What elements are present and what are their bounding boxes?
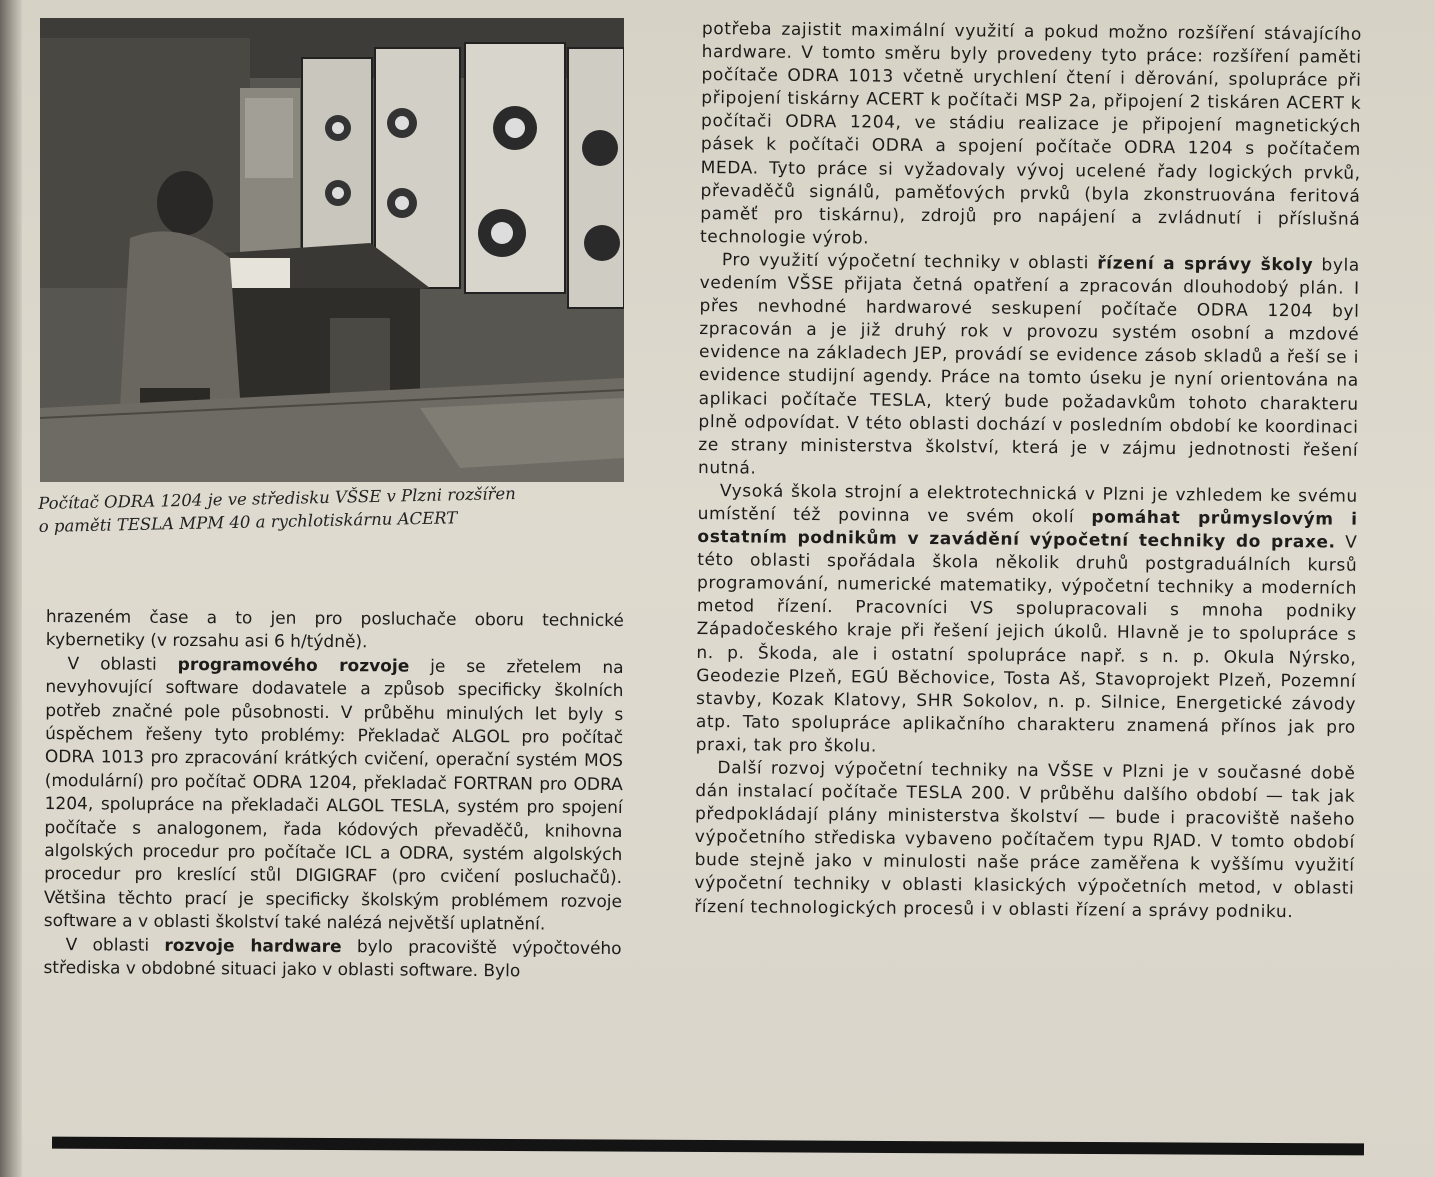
left-text-column <box>43 606 624 985</box>
figure-caption <box>38 479 639 538</box>
caption-line: o paměti TESLA MPM 40 a rychlotiskárnu ACERT <box>38 508 458 536</box>
paragraph: Pro využití výpočetní techniky v oblasti řízení a správy školy byla vedením VŠSE přijata četná opatření a zpracován dlouhodobý plán. I přes nevhodné hardwarové seskupení počítače ODRA 1204 byl zpracován a je již druhý rok v provozu systém osobní a mzdové evidence na základech JEP, provádí se evidence zásob skladů a řeší se i evidence studijní agendy. Práce na tomto úseku je nyní orientována na aplikaci počítače TESLA, který bude požadavkům tohoto charakteru plně odpovídat. V této oblasti dochází v posledním období ke koordinaci ze strany ministerstva školství, která je v zájmu jednotnosti řešení nutná. <box>697 250 1360 479</box>
computer-room-photo <box>40 18 624 482</box>
paragraph: potřeba zajistit maximální využití a pokud možno rozšíření stávajícího hardware. V tomto směru byly provedeny tyto práce: rozšíření paměti počítače ODRA 1013 včetně urychlení čtení i děrování, spolupráce při připojení tiskárny ACERT k počítači MSP 2a, připojení 2 tiskáren ACERT k počítači ODRA 1204, ve stádiu realizace je připojení magnetických pásek k počítači ODRA a spojení počítače ODRA 1204 s počítačem MEDA. Tyto práce si vyžadovaly vývoj ucelené řady logických prvků, převaděčů signálů, paměťových prvků (byla zkonstruována feritová paměť pro tiskárnu), zdrojů pro napájení a zvládnutí i příslušná technologie výrob. <box>700 18 1362 249</box>
paragraph: hrazeném čase a to jen pro posluchače oboru technické kybernetiky (v rozsahu asi 6 h/týdně). <box>45 607 624 653</box>
paragraph: V oblasti rozvoje hardware bylo pracoviště výpočtového střediska v obdobné situaci jako v oblasti software. Bylo <box>43 934 622 982</box>
caption-line: Počítač ODRA 1204 je ve středisku VŠSE v Plzni rozšířen <box>38 483 516 513</box>
bold-phrase: pomáhat průmyslovým i ostatním podnikům v zavádění výpočetní techniky do praxe. <box>697 507 1358 553</box>
bottom-rule <box>52 1137 1364 1156</box>
paragraph: Další rozvoj výpočetní techniky na VŠSE v Plzni je v současné době dán instalací počítače TESLA 200. V průběhu dalšího období — tak jak předpokládají plány ministerstva školství — bude i pracoviště našeho výpočetního střediska vybaveno počítačem typu RJAD. V tomto období bude stejně jako v minulosti naše práce zaměřena k vyššímu využití výpočetní techniky v oblasti klasických výpočetních metod, v oblasti řízení technologických procesů i v oblasti řízení a správy podniku. <box>694 758 1356 922</box>
bold-phrase: rozvoje hardware <box>164 935 342 957</box>
paragraph: V oblasti programového rozvoje je se zřetelem na nevyhovující software dodavatele a způsob specificky školních potřeb značné pole působnosti. V průběhu minulých let byly s úspěchem řešeny tyto problémy: Překladač ALGOL pro počítač ODRA 1013 pro zpracování krátkých cvičení, operační systém MOS (modulární) pro počítač ODRA 1204, překladač FORTRAN pro ODRA 1204, spolupráce na překladači ALGOL TESLA, systém pro spojení počítače s analogonem, řada kódových převaděčů, knihovna algolských procedur pro počítače ICL a ODRA, systém algolských procedur pro kreslící stůl DIGIGRAF (pro cvičení posluchačů). Většina těchto prací je specificky školským problémem rozvoje software a v oblasti školství také nalézá největší uplatnění. <box>43 653 624 935</box>
right-text-column <box>694 18 1362 924</box>
page-binding-shadow <box>0 0 22 1177</box>
paragraph: Vysoká škola strojní a elektrotechnická v Plzni je vzhledem ke svému umístění též povinna ve svém okolí pomáhat průmyslovým i ostatním podnikům v zavádění výpočetní techniky do praxe. V této oblasti spořádala škola několik druhů postgraduálních kursů programování, numerické matematiky, výpočetní techniky a moderních metod řízení. Pracovníci VS spolupracovali s mnoha podniky Západočeského kraje při řešení jejich úkolů. Hlavně je to spolupráce s n. p. Škoda, ale i ostatní spolupráce např. s n. p. Okula Nýrsko, Geodezie Plzeň, EGÚ Běchovice, Tosta Aš, Stavoprojekt Plzeň, Pozemní stavby, Kozak Klatovy, SHR Sokolov, n. p. Silnice, Energetické závody atp. Tato spolupráce aplikačního charakteru znamená přínos jak pro praxi, tak pro školu. <box>695 481 1358 757</box>
bold-phrase: programového rozvoje <box>177 654 410 677</box>
bold-phrase: řízení a správy školy <box>1097 253 1314 276</box>
